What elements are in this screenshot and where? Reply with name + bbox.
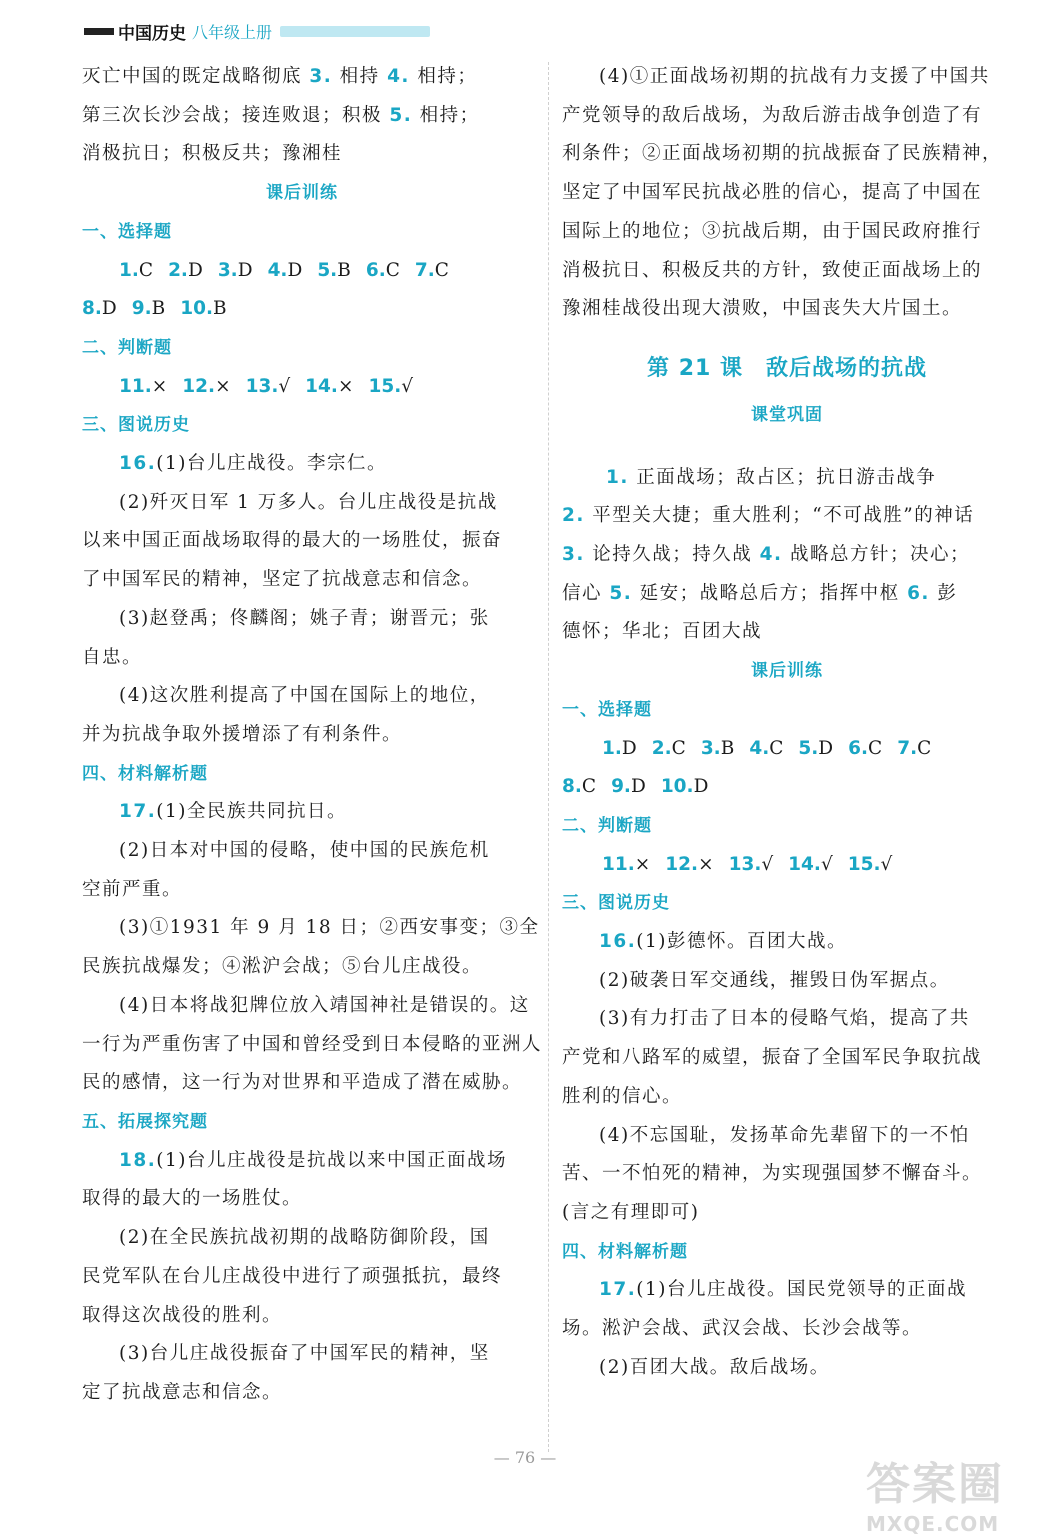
answer-item [218,260,253,281]
line-text: 信心 [562,582,610,604]
section-heading: 三、图说历史 [82,415,190,436]
answer-item [246,376,291,397]
answer-item [798,738,833,759]
lesson-title: 第 21 课 敌后战场的抗战 [647,355,927,381]
question-number: 17. [119,801,157,823]
line-text: (4)这次胜利提高了中国在国际上的地位， [119,685,490,707]
watermark-logo: 答案圈 MXQE.COM [866,1459,1004,1536]
intro-line [82,97,522,136]
spacer [562,435,1012,459]
answer-value: D [287,259,303,281]
section-heading: 一、选择题 [82,221,172,242]
question-number: 12. [665,853,699,875]
line-text: 产党和八路军的威望，振奋了全国军民争取抗战 [562,1047,983,1069]
text-line [82,832,522,871]
text-line [562,1349,1012,1388]
answer-value: C [138,259,154,281]
question-number: 6. [907,582,930,604]
line-text: 德怀；华北；百团大战 [562,621,763,643]
answer-value: C [917,737,932,759]
text-line [82,445,522,484]
answer-value: C [769,737,784,759]
question-number: 1. [119,259,139,281]
line-text: 场。淞沪会战、武汉会战、长沙会战等。 [562,1318,923,1340]
text-line [562,135,1012,174]
section-heading: 五、拓展探究题 [82,1111,208,1132]
text-line [82,871,522,910]
question-number: 6. [365,259,386,281]
page-header [84,20,430,42]
text-line [82,793,522,832]
question-number: 3. [562,544,585,566]
answer-value: D [101,298,117,320]
text-line [82,716,522,755]
question-number: 7. [897,737,918,759]
line-text: (3)有力打击了日本的侵略气焰，提高了共 [599,1008,970,1030]
line-text: 取得这次战役的胜利。 [82,1304,283,1326]
question-number: 9. [611,776,631,798]
line-text: (3)赵登禹；佟麟阁；姚子青；谢晋元；张 [119,607,490,629]
answer-row [82,368,522,407]
answer-item [848,854,893,875]
line-text: 豫湘桂战役出现大溃败，中国丧失大片国土。 [562,298,963,320]
line-text: (1)台儿庄战役是抗战以来中国正面战场 [156,1149,507,1171]
spacer [562,382,1012,396]
answer-value: D [630,776,646,798]
section-heading: 二、判断题 [82,337,172,358]
line-text: (1)台儿庄战役。国民党领导的正面战 [636,1279,967,1301]
line-text: 国际上的地位；③抗战后期，由于国民政府推行 [562,220,983,242]
text-line [562,1271,1012,1310]
answer-value: × [337,375,354,397]
answer-item [611,776,646,797]
book-subtitle: 八年级上册 [192,22,273,42]
answer-item [665,854,713,875]
answer-value: D [621,737,637,759]
line-text: 坚定了中国军民抗战必胜的信心，提高了中国在 [562,182,983,204]
line-text: (1)台儿庄战役。李宗仁。 [156,453,387,475]
question-number: 3. [700,737,721,759]
text-line [82,1064,522,1103]
question-number: 15. [368,375,402,397]
review-line [562,459,1012,498]
intro-line [82,58,522,97]
answer-item [602,854,650,875]
review-line [562,536,1012,575]
text-line [82,1374,522,1413]
text-line [82,677,522,716]
answer-value: √ [820,853,833,875]
answer-item [788,854,833,875]
answer-item [317,260,351,281]
section-heading: 四、材料解析题 [562,1241,688,1262]
answer-item [661,776,709,797]
section-heading: 三、图说历史 [562,893,670,914]
line-text: (3)①1931 年 9 月 18 日；②西安事变；③全 [119,917,540,939]
text-line [82,484,522,523]
answer-value: B [151,298,166,320]
answer-value: B [337,259,351,281]
review-line [562,613,1012,652]
question-number: 1. [602,737,622,759]
question-number: 5. [798,737,819,759]
question-number: 4. [387,66,410,87]
text-line [562,213,1012,252]
header-stripe-decoration [280,26,430,37]
line-text: (2)百团大战。敌后战场。 [599,1356,830,1378]
text-line [82,1026,543,1065]
answer-item [368,376,413,397]
line-text: (2)破袭日军交通线，摧毁日伪军据点。 [599,969,950,991]
line-text: 彭 [929,582,958,604]
answer-row [562,846,1012,885]
line-text: 民的感情，这一行为对世界和平造成了潜在威胁。 [82,1072,523,1094]
question-number: 1. [606,466,629,488]
question-number: 12. [182,375,216,397]
question-number: 2. [562,505,585,527]
question-number: 4. [749,737,770,759]
line-text: 取得的最大的一场胜仗。 [82,1188,303,1210]
line-text: 论持久战；持久战 [584,544,760,566]
answer-value: B [720,737,735,759]
line-text: 平型关大捷；重大胜利；“不可战胜”的神话 [584,505,975,527]
intro-line [82,135,522,174]
text-line [562,923,1012,962]
answer-value: D [693,776,709,798]
section-title: 课后训练 [751,661,823,682]
answer-item [415,260,449,281]
line-text: 一行为严重伤害了中国和曾经受到日本侵略的亚洲人 [82,1033,543,1055]
question-number: 5. [389,104,413,126]
question-number: 13. [245,375,279,397]
review-line [562,575,1012,614]
section-title: 课后训练 [266,183,338,204]
left-column [82,58,543,1413]
column-divider [548,62,549,1452]
line-text: 消极抗日；积极反共；豫湘桂 [82,143,343,165]
answer-value: D [187,259,203,281]
spacer [562,329,1012,351]
line-text: 灭亡中国的既定战略彻底 [82,66,310,87]
answer-value: × [698,853,714,875]
answer-value: C [385,259,400,281]
line-text: 民党军队在台儿庄战役中进行了顽强抵抗，最终 [82,1265,503,1287]
answer-row [82,252,522,291]
answer-value: √ [401,375,414,397]
question-number: 9. [131,298,152,320]
question-number: 11. [602,853,635,875]
text-line [82,522,522,561]
answer-value: √ [761,853,774,875]
line-text: 苦、一不怕死的精神，为实现强国梦不懈奋斗。 [562,1163,983,1185]
question-number: 17. [599,1279,637,1301]
answer-item [562,776,596,797]
line-text: 胜利的信心。 [562,1085,683,1107]
text-line [562,97,1012,136]
question-number: 6. [848,737,869,759]
text-line [82,1180,522,1219]
line-text: (3)台儿庄战役振奋了中国军民的精神，坚 [119,1343,490,1365]
answer-value: C [434,259,449,281]
text-line [562,1117,1012,1156]
question-number: 4. [759,544,783,566]
line-text: 消极抗日、积极反共的方针，致使正面战场上的 [562,259,983,281]
text-line [562,962,1012,1001]
answer-value: × [634,853,651,875]
question-number: 8. [82,298,102,320]
answer-value: D [818,737,834,759]
line-text: 产党领导的敌后战场，为敌后游击战争创造了有 [562,104,983,126]
answer-item [848,738,882,759]
line-text: 延安；战略总后方；指挥中枢 [632,582,908,604]
line-text: 了中国军民的精神，坚定了抗战意志和信念。 [82,569,483,591]
line-text: (4)①正面战场初期的抗战有力支援了中国共 [599,66,990,87]
section-heading: 二、判断题 [562,815,652,836]
line-text: 空前严重。 [82,878,183,900]
answer-item [602,738,637,759]
line-text: (2)在全民族抗战初期的战略防御阶段，国 [119,1227,490,1249]
line-text: (言之有理即可) [562,1201,700,1223]
text-line [82,639,522,678]
question-number: 15. [847,853,881,875]
text-line [562,1039,1012,1078]
text-line [562,1000,1012,1039]
line-text: 利条件；②正面战场初期的抗战振奋了民族精神， [562,143,1003,165]
text-line [562,290,1012,329]
question-number: 5. [609,582,633,604]
book-title: 中国历史 [118,23,186,44]
line-text: (1)彭德怀。百团大战。 [636,931,847,953]
line-text: 民族抗战爆发；④淞沪会战；⑤台儿庄战役。 [82,956,483,978]
answer-row [562,768,1012,807]
line-text: 第三次长沙会战；接连败退；积极 [82,104,390,126]
line-text: 战略总方针；决心； [782,544,970,566]
answer-value: C [581,776,597,798]
answer-value: C [671,737,686,759]
text-line [562,252,1012,291]
question-number: 2. [168,259,188,281]
right-column [562,58,1012,1388]
answer-item [119,376,167,397]
answer-item [182,376,230,397]
line-text: 自忠。 [82,646,143,668]
text-line [82,600,522,639]
text-line [562,58,1012,97]
text-line [82,1142,522,1181]
answer-value: × [151,375,168,397]
question-number: 5. [317,259,338,281]
line-text: 并为抗战争取外援增添了有利条件。 [82,723,403,745]
text-line [562,1078,1012,1117]
answer-value: √ [278,375,291,397]
answer-item [82,298,117,319]
answer-item [168,260,203,281]
header-bar-decoration [84,28,114,35]
section-title: 课堂巩固 [751,404,823,425]
question-number: 8. [562,776,582,798]
line-text: 定了抗战意志和信念。 [82,1381,283,1403]
answer-item [268,260,303,281]
answer-item [897,738,931,759]
question-number: 3. [309,66,333,87]
text-line [82,987,530,1026]
answer-row [562,730,1012,769]
text-line [562,1310,1012,1349]
text-line [82,1219,522,1258]
text-line [82,1258,522,1297]
answer-item [652,738,686,759]
answer-value: B [213,298,227,320]
question-number: 3. [217,259,238,281]
text-line [562,1155,1012,1194]
line-text: 相持； [412,104,480,126]
question-number: 14. [305,375,338,397]
answer-value: C [868,737,883,759]
question-number: 11. [119,375,152,397]
answer-value: √ [880,853,893,875]
section-heading: 一、选择题 [562,699,652,720]
line-text: 正面战场；敌占区；抗日游击战争 [628,466,937,488]
answer-item [180,298,226,319]
answer-item [701,738,735,759]
answer-item [749,738,783,759]
answer-item [305,376,353,397]
text-line [82,1335,522,1374]
answer-item [729,854,774,875]
answer-value: D [237,259,253,281]
text-line [82,948,522,987]
line-text: 相持 [332,66,388,87]
question-number: 7. [414,259,435,281]
question-number: 4. [267,259,288,281]
text-line [562,1194,1012,1233]
line-text: 相持； [409,66,478,87]
text-line [82,1297,522,1336]
review-line [562,497,1012,536]
question-number: 2. [651,737,672,759]
question-number: 18. [119,1149,157,1171]
text-line [82,909,540,948]
line-text: (1)全民族共同抗日。 [156,801,347,823]
line-text: 以来中国正面战场取得的最大的一场胜仗，振奋 [82,530,503,552]
question-number: 10. [660,776,694,798]
answer-value: × [215,375,231,397]
answer-item [366,260,400,281]
question-number: 16. [119,453,157,475]
line-text: (2)歼灭日军 1 万多人。台儿庄战役是抗战 [119,491,498,513]
line-text: (4)不忘国耻，发扬革命先辈留下的一不怕 [599,1124,970,1146]
question-number: 10. [180,298,214,320]
answer-item [132,298,166,319]
answer-item [119,260,153,281]
answer-row [82,290,522,329]
line-text: (2)日本对中国的侵略，使中国的民族危机 [119,840,490,862]
question-number: 13. [728,853,762,875]
text-line [82,561,522,600]
text-line [562,174,1012,213]
section-heading: 四、材料解析题 [82,763,208,784]
line-text: (4)日本将战犯牌位放入靖国神社是错误的。这 [119,994,530,1016]
question-number: 14. [788,853,821,875]
question-number: 16. [599,931,637,953]
page-number: — 76 — [493,1448,557,1467]
